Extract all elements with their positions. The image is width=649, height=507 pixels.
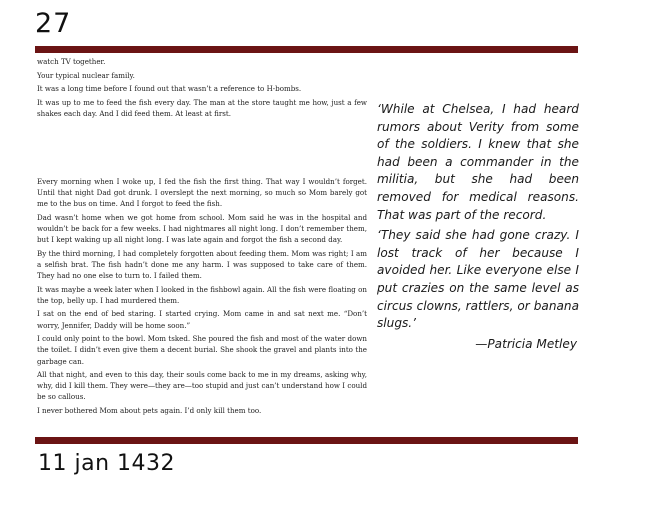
body-paragraph: I could only point to the bowl. Mom tsked. She poured the fish and most of the water down the toilet. I didn’t even give them a decent burial. She shook the gravel and plants into the garbage can. — [37, 334, 367, 366]
quote-paragraph: ‘They said she had gone crazy. I lost track of her because I avoided her. Like everyone else I put crazies on the same level as circus clowns, rattlers, or banana slugs.’ — [377, 228, 579, 331]
body-text-upper — [37, 56, 367, 121]
page-number: 27 — [35, 8, 72, 39]
body-paragraph: All that night, and even to this day, their souls come back to me in my dreams, asking why, why, did I kill them. They were—they are—too stupid and just can’t understand how I could be so callous. — [37, 370, 367, 402]
footer-rule — [35, 437, 578, 444]
body-paragraph: watch TV together. — [37, 57, 106, 66]
body-paragraph: I never bothered Mom about pets again. I’d only kill them too. — [37, 405, 262, 415]
body-paragraph: Your typical nuclear family. — [37, 70, 135, 80]
body-text-lower — [37, 176, 367, 418]
body-paragraph: It was a long time before I found out that wasn’t a reference to H-bombs. — [37, 84, 302, 93]
footer-date: 11 jan 1432 — [38, 451, 176, 476]
header-rule — [35, 46, 578, 53]
body-paragraph: It was up to me to feed the fish every day. The man at the store taught me how, just a few shakes each day. And I did feed them. At least at first. — [37, 97, 367, 118]
body-paragraph: By the third morning, I had completely forgotten about feeding them. Mom was right; I am a selfish brat. The fish hadn’t done me any harm. I was supposed to take care of them. They had no one else to turn to. I failed them. — [37, 248, 367, 281]
sidebar-quote — [377, 101, 579, 356]
quote-paragraph: ‘While at Chelsea, I had heard rumors about Verity from some of the soldiers. I knew that she had been a commander in the militia, but she had been removed for medical reasons. That was part of the record. — [377, 102, 579, 222]
body-paragraph: Dad wasn’t home when we got home from school. Mom said he was in the hospital and wouldn’t be back for a few weeks. I had nightmares all night long. I don’t remember them, but I kept waking up all night long. I was late again and forgot the fish a second day. — [37, 212, 367, 245]
body-paragraph: Every morning when I woke up, I fed the fish the first thing. That way I wouldn’t forget. Until that night Dad got drunk. I overslept the next morning, so much so Mom barely got me to the bus on time. And I forgot to feed the fish. — [37, 177, 367, 209]
body-paragraph: It was maybe a week later when I looked in the fishbowl again. All the fish were floating on the top, belly up. I had murdered them. — [37, 284, 367, 305]
body-paragraph: I sat on the end of bed staring. I started crying. Mom came in and sat next me. “Don’t worry, Jennifer, Daddy will be home soon.” — [37, 309, 367, 330]
quote-attribution: —Patricia Metley — [475, 336, 577, 351]
